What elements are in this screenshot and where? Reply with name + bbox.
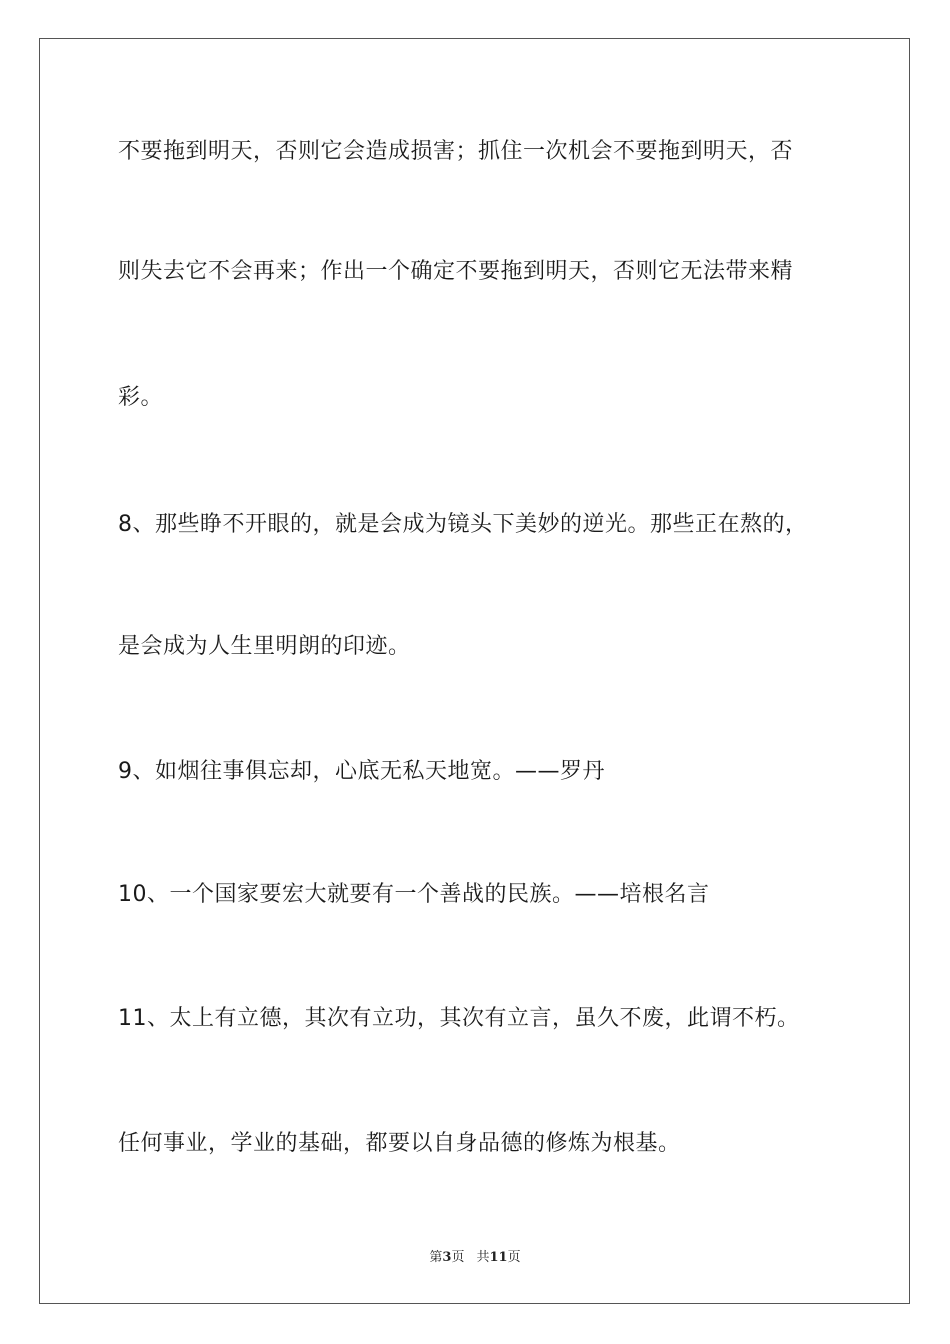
page-border	[39, 38, 910, 1304]
text-line-6: 9、如烟往事俱忘却，心底无私天地宽。——罗丹	[118, 759, 605, 784]
text-line-3: 彩。	[118, 385, 164, 410]
footer-total-suffix: 页	[507, 1250, 521, 1265]
footer-page-prefix: 第	[429, 1250, 443, 1265]
footer-page-suffix: 页	[451, 1250, 465, 1265]
text-line-2: 则失去它不会再来；作出一个确定不要拖到明天，否则它无法带来精	[118, 259, 794, 284]
text-line-1: 不要拖到明天，否则它会造成损害；抓住一次机会不要拖到明天，否	[118, 139, 794, 164]
text-line-5: 是会成为人生里明朗的印迹。	[118, 634, 411, 659]
footer-page-current: 3	[442, 1250, 452, 1265]
text-line-4: 8、那些睁不开眼的，就是会成为镜头下美妙的逆光。那些正在熬的，	[118, 512, 808, 537]
text-line-8: 11、太上有立德，其次有立功，其次有立言，虽久不废，此谓不朽。	[118, 1006, 800, 1031]
footer-page-total: 11	[489, 1250, 508, 1265]
page-footer	[0, 1250, 950, 1266]
footer-total-prefix: 共	[476, 1250, 490, 1265]
text-line-7: 10、一个国家要宏大就要有一个善战的民族。——培根名言	[118, 882, 710, 907]
text-line-9: 任何事业，学业的基础，都要以自身品德的修炼为根基。	[118, 1131, 681, 1156]
